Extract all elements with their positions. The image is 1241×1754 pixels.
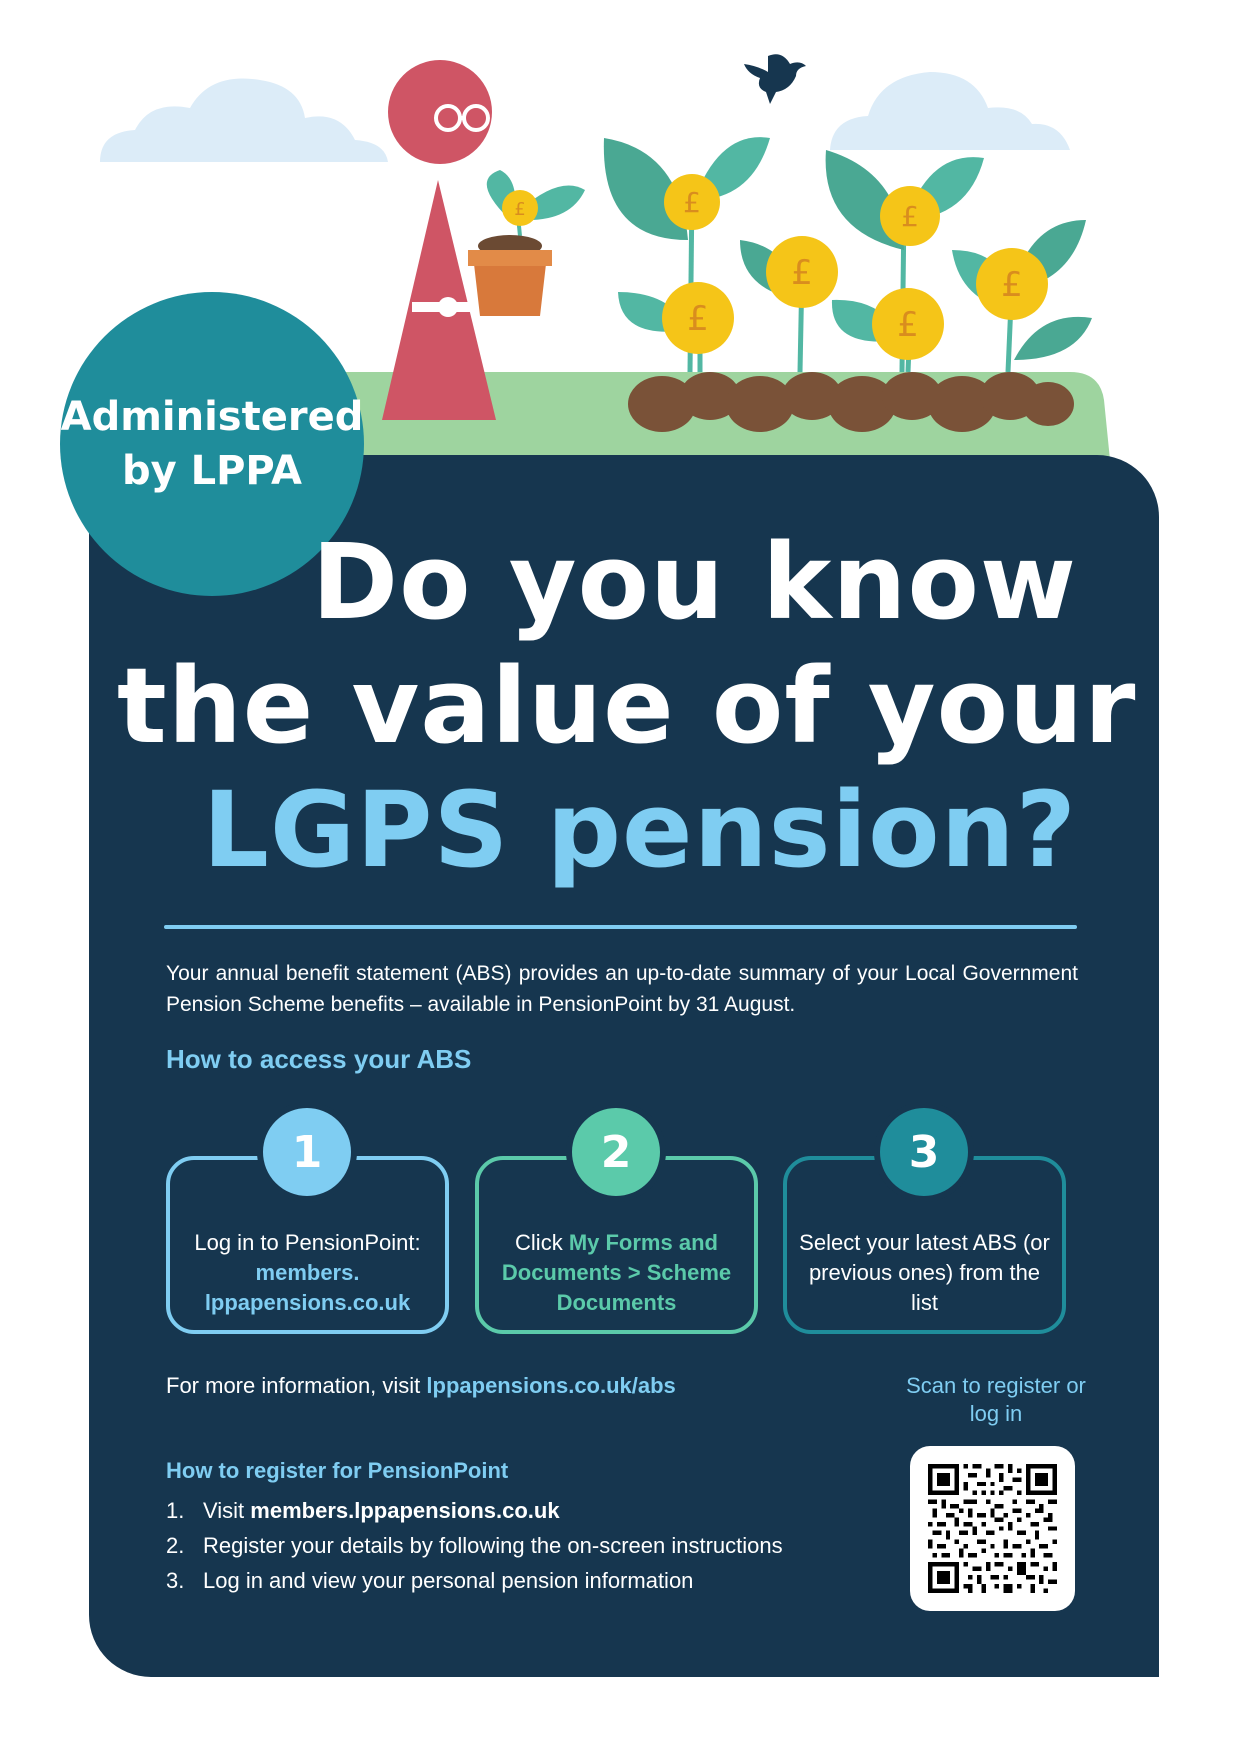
headline-line-2: the value of your — [117, 645, 1137, 767]
list-item-number: 1. — [166, 1498, 185, 1523]
list-item-text: Log in and view your personal pension information — [203, 1568, 694, 1593]
cloud-icon — [100, 79, 388, 162]
badge-line-1: Administered — [60, 394, 364, 440]
list-item-text: Register your details by following the on-screen instructions — [203, 1533, 783, 1558]
more-info-text: For more information, visit — [166, 1373, 427, 1398]
list-item-number: 3. — [166, 1568, 185, 1593]
list-item — [166, 1563, 783, 1598]
step-1-link[interactable]: members. lppapensions.co.uk — [204, 1260, 411, 1315]
list-item — [166, 1528, 783, 1563]
headline-line-1: Do you know — [311, 521, 1077, 643]
cloud-icon — [830, 72, 1070, 150]
list-item-number: 2. — [166, 1533, 185, 1558]
intro-text: Your annual benefit statement (ABS) provides an up-to-date summary of your Local Government Pension Scheme benefits – available in PensionPoint by 31 August. — [166, 962, 1078, 1016]
step-3-text: Select your latest ABS (or previous ones) from the list — [799, 1230, 1050, 1315]
plant-pot-icon — [468, 170, 585, 316]
step-2-label: Click — [515, 1230, 569, 1255]
register-heading: How to register for PensionPoint — [166, 1458, 509, 1483]
page-title — [117, 520, 1137, 892]
more-info-link[interactable]: lppapensions.co.uk/abs — [426, 1373, 676, 1398]
step-1-text — [182, 1228, 433, 1318]
more-info — [166, 1373, 676, 1399]
list-item-text: Visit — [203, 1498, 251, 1523]
qr-code-icon — [928, 1464, 1057, 1593]
scan-label: Scan to register or log in — [906, 1373, 1086, 1426]
badge-line-2: by LPPA — [121, 448, 303, 494]
qr-code[interactable] — [910, 1446, 1075, 1611]
step-2-text — [491, 1228, 742, 1318]
svg-text:£: £ — [901, 200, 919, 233]
svg-text:£: £ — [791, 253, 813, 293]
svg-text:£: £ — [1001, 265, 1023, 305]
svg-text:£: £ — [897, 305, 919, 345]
svg-text:£: £ — [514, 199, 526, 220]
register-steps — [166, 1493, 783, 1598]
step-1-number: 1 — [257, 1102, 357, 1202]
step-2-link[interactable]: My Forms and Documents > Scheme Documents — [501, 1230, 732, 1315]
step-3-number: 3 — [874, 1102, 974, 1202]
bird-icon — [744, 54, 806, 104]
step-1-label: Log in to PensionPoint: — [194, 1230, 421, 1255]
person-figure-icon — [382, 60, 496, 420]
step-2-number: 2 — [566, 1102, 666, 1202]
svg-text:£: £ — [683, 186, 701, 219]
headline-line-3: LGPS pension? — [202, 769, 1077, 891]
divider — [164, 925, 1077, 929]
svg-text:£: £ — [687, 299, 709, 339]
list-item — [166, 1493, 783, 1528]
access-heading: How to access your ABS — [166, 1044, 472, 1074]
money-plant-icon — [604, 137, 1092, 432]
register-link[interactable]: members.lppapensions.co.uk — [250, 1498, 560, 1523]
